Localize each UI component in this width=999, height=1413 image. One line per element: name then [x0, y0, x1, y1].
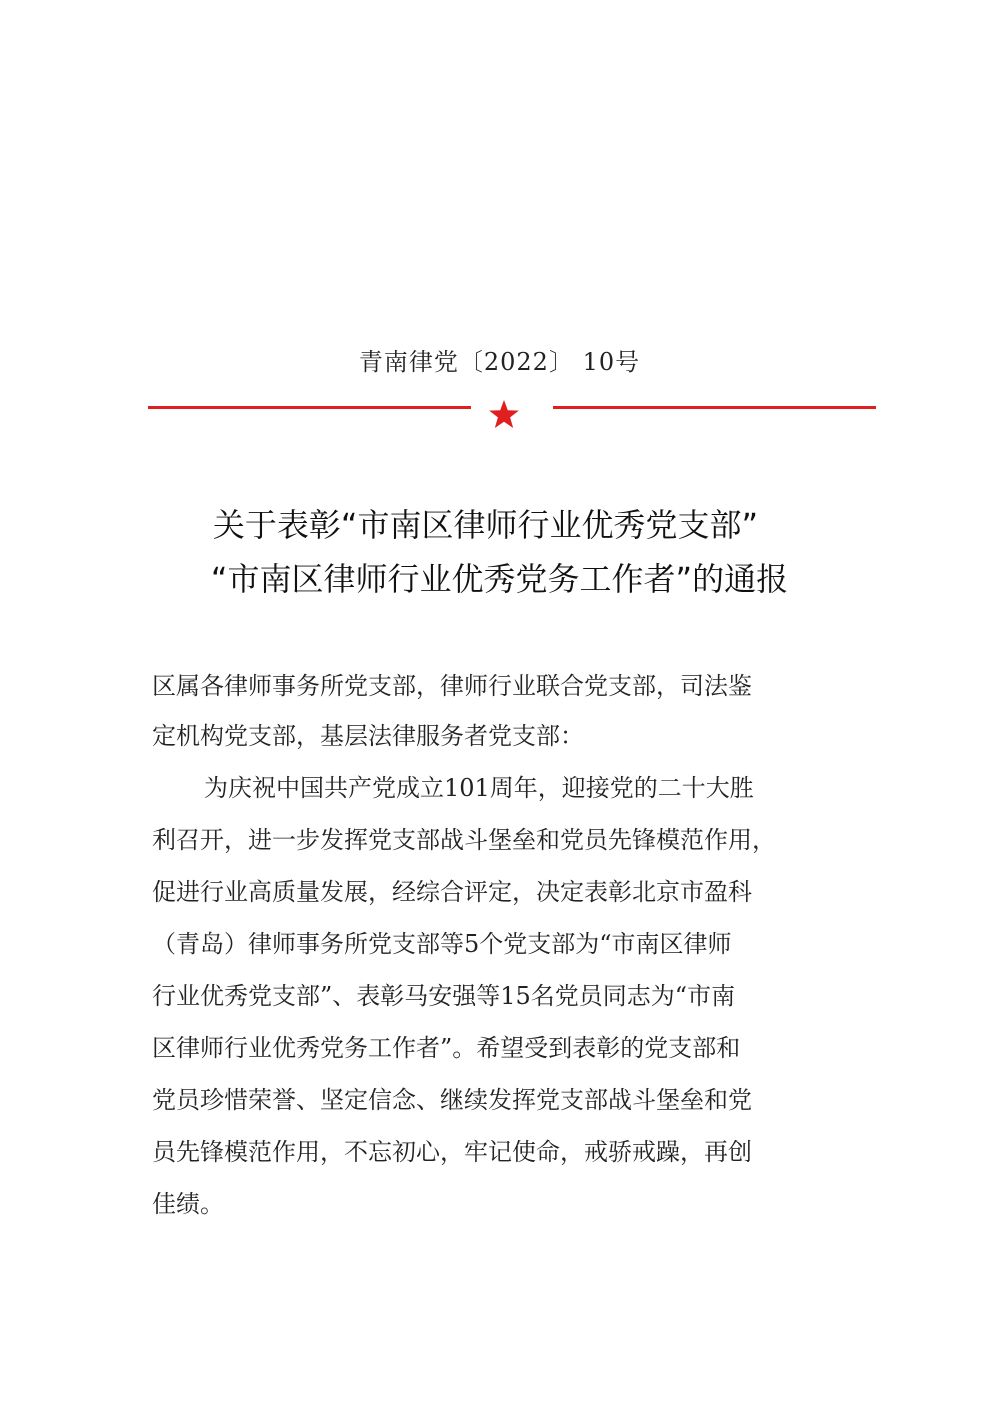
addressee-line-1: 区属各律师事务所党支部，律师行业联合党支部，司法鉴	[152, 672, 752, 700]
body-line-5: 行业优秀党支部”、表彰马安强等15名党员同志为“市南	[152, 982, 736, 1010]
body-line-7: 党员珍惜荣誉、坚定信念、继续发挥党支部战斗堡垒和党	[152, 1086, 752, 1114]
body-line-2: 利召开，进一步发挥党支部战斗堡垒和党员先锋模范作用，	[152, 826, 776, 854]
notice-title-line-2: “市南区律师行业优秀党务工作者”的通报	[210, 560, 789, 598]
red-divider-right	[553, 406, 876, 409]
star-icon	[488, 398, 520, 430]
body-line-9: 佳绩。	[152, 1190, 224, 1218]
body-line-1: 为庆祝中国共产党成立101周年，迎接党的二十大胜	[204, 774, 754, 802]
body-line-4: （青岛）律师事务所党支部等5个党支部为“市南区律师	[152, 930, 732, 958]
issuer-header	[148, 168, 874, 308]
body-line-3: 促进行业高质量发展，经综合评定，决定表彰北京市盈科	[152, 878, 752, 906]
red-divider-left	[148, 406, 471, 409]
addressee-line-2: 定机构党支部，基层法律服务者党支部：	[152, 722, 584, 750]
issuer-header-svg	[148, 168, 874, 308]
notice-title-line-1: 关于表彰“市南区律师行业优秀党支部”	[212, 506, 759, 544]
body-line-8: 员先锋模范作用，不忘初心，牢记使命，戒骄戒躁，再创	[152, 1138, 752, 1166]
document-number: 青南律党〔2022〕 10号	[358, 348, 641, 376]
body-line-6: 区律师行业优秀党务工作者”。希望受到表彰的党支部和	[152, 1034, 741, 1062]
issuer-title	[151, 168, 871, 169]
